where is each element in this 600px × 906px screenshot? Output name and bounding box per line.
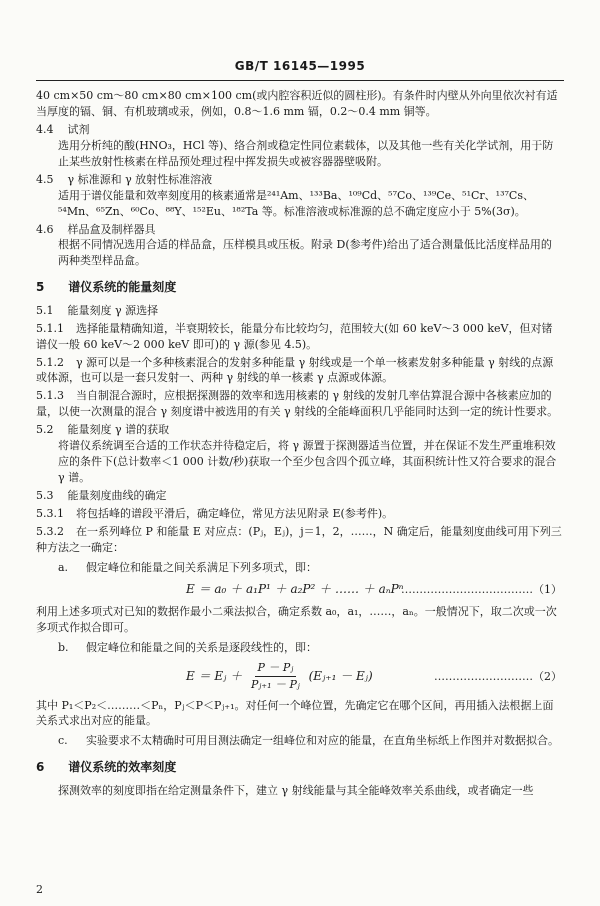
paragraph-continued: 40 cm×50 cm～80 cm×80 cm×100 cm(或内腔容积近似的圆柱形)。有条件时内壁从外向里依次衬有适当厚度的镉、铜、有机玻璃或汞，例如，0.8～1.6 mm 镉，0.2～0.4 mm 铜等。 xyxy=(36,89,558,118)
page-number: 2 xyxy=(36,883,43,896)
section-number: 5.1.3 xyxy=(36,389,64,403)
list-item-b xyxy=(36,640,562,656)
equation-1-formula: E ＝ a₀ ＋ a₁P¹ ＋ a₂P² ＋ …… ＋ aₙPⁿ xyxy=(186,582,404,596)
section-title: 谱仪系统的效率刻度 xyxy=(68,760,177,775)
equation-1 xyxy=(36,580,562,600)
section-5-heading xyxy=(36,279,562,296)
section-title: 能量刻度 γ 源选择 xyxy=(67,303,159,317)
section-number: 5.1 xyxy=(36,303,54,317)
section-5-1-heading xyxy=(36,303,562,319)
section-5-1-2 xyxy=(36,355,562,387)
section-text: 在一系列峰位 P 和能量 E 对应点：(Pⱼ，Eⱼ)，j＝1，2，……，N 确定后，能量刻度曲线可用下列三种方法之一确定： xyxy=(36,524,562,554)
section-title: 能量刻度 γ 谱的获取 xyxy=(67,423,170,437)
section-number: 6 xyxy=(36,760,45,775)
section-number: 5.3.1 xyxy=(36,506,64,520)
paragraph-after-equation-2: 其中 P₁＜P₂＜………＜Pₙ，Pⱼ＜P＜Pⱼ₊₁。对任何一个峰位置，先确定它在哪个区间，再用插入法根据上面关系式求出对应的能量。 xyxy=(36,698,554,728)
section-5-1-3 xyxy=(36,388,562,420)
section-number: 5.2 xyxy=(36,423,54,437)
equation-2-left: E ＝ Eⱼ ＋ xyxy=(186,669,243,684)
section-text: 选择能量精确知道，半衰期较长，能量分布比较均匀，范围较大(如 60 keV～3 000 keV，但对锗谱仪一般 60 keV～2 000 keV 即可)的 γ 源(参见 4.5)。 xyxy=(36,321,553,351)
section-5-2-heading xyxy=(36,422,562,438)
paragraph-after-equation-1: 利用上述多项式对已知的数据作最小二乘法拟合，确定系数 a₀，a₁，……，aₙ。一般情况下，取二次或一次多项式作拟合即可。 xyxy=(36,604,557,634)
standard-header: GB/T 16145—1995 xyxy=(234,59,366,73)
item-text: 假定峰位和能量之间的关系是逐段线性的，即： xyxy=(86,640,317,654)
equation-2-right: (Eⱼ₊₁ － Eⱼ) xyxy=(308,669,373,684)
list-item-c xyxy=(36,733,562,749)
equation-2-number: ………………………（2） xyxy=(434,669,562,683)
section-title: 样品盒及制样器具 xyxy=(67,222,156,236)
equation-2-formula xyxy=(186,660,373,693)
section-title: 能量刻度曲线的确定 xyxy=(67,489,167,503)
section-5-3-1 xyxy=(36,506,562,522)
section-text: 将包括峰的谱段平滑后，确定峰位，常见方法见附录 E(参考件)。 xyxy=(76,506,394,520)
fraction-denominator: Pⱼ₊₁ － Pⱼ xyxy=(250,678,300,692)
section-5-1-1 xyxy=(36,321,562,353)
section-number: 5.1.1 xyxy=(36,321,64,335)
section-title: 试剂 xyxy=(67,122,90,136)
section-4-5-heading xyxy=(36,172,562,188)
section-5-3-2 xyxy=(36,524,562,556)
item-label: a. xyxy=(58,560,69,574)
section-text: γ 源可以是一个多种核素混合的发射多种能量 γ 射线或是一个单一核素发射多种能量 γ 射线的点源或体源，也可以是一套只发射一、两种 γ 射线的单一核素 γ 点源或体源。 xyxy=(36,355,554,385)
item-label: b. xyxy=(58,640,69,654)
fraction-numerator: P － Pⱼ xyxy=(255,660,297,677)
section-4-4-text: 选用分析纯的酸(HNO₃，HCl 等)、络合剂或稳定性同位素载体，以及其他一些有关化学试剂，用于防止某些放射性核素在样品预处理过程中挥发损失或被容器器壁吸附。 xyxy=(58,138,554,168)
equation-1-number: ………………………………（1） xyxy=(401,582,562,596)
section-number: 5.3.2 xyxy=(36,524,64,538)
section-number: 4.4 xyxy=(36,122,54,136)
item-text: 假定峰位和能量之间关系满足下列多项式，即： xyxy=(86,560,317,574)
item-text: 实验要求不太精确时可用目测法确定一组峰位和对应的能量，在直角坐标纸上作图并对数据拟合。 xyxy=(86,734,559,748)
header-rule xyxy=(36,80,564,81)
section-6-text: 探测效率的刻度即指在给定测量条件下，建立 γ 射线能量与其全能峰效率关系曲线，或者确定一些 xyxy=(58,783,534,797)
section-number: 5 xyxy=(36,280,45,295)
section-4-4-heading xyxy=(36,122,562,138)
section-title: 谱仪系统的能量刻度 xyxy=(68,280,177,295)
section-5-3-heading xyxy=(36,488,562,504)
section-4-6-text: 根据不同情况选用合适的样品盒，压样模具或压板。附录 D(参考件)给出了适合测量低比活度样品用的两种类型样品盒。 xyxy=(58,238,552,268)
section-number: 4.6 xyxy=(36,222,54,236)
section-5-2-text: 将谱仪系统调至合适的工作状态并待稳定后，将 γ 源置于探测器适当位置，并在保证不发生严重堆积效应的条件下(总计数率＜1 000 计数/秒)获取一个至少包含四个孤立峰，其面积统计性又符合要求的混合 γ 谱。 xyxy=(58,439,557,485)
item-label: c. xyxy=(58,734,68,748)
main-content xyxy=(36,88,562,801)
list-item-a xyxy=(36,560,562,576)
equation-2-fraction xyxy=(248,660,303,693)
equation-2 xyxy=(36,660,562,694)
section-4-6-heading xyxy=(36,222,562,238)
section-6-heading xyxy=(36,759,562,776)
section-number: 4.5 xyxy=(36,172,54,186)
section-number: 5.1.2 xyxy=(36,355,64,369)
section-text: 当自制混合源时，应根据探测器的效率和选用核素的 γ 射线的发射几率估算混合源中各核素应加的量，以使一次测量的混合 γ 刻度谱中被选用的有关 γ 射线的全能峰面积几乎能同时达到一定的统计性要求。 xyxy=(36,389,559,419)
section-number: 5.3 xyxy=(36,489,54,503)
section-title: γ 标准源和 γ 放射性标准溶液 xyxy=(67,172,213,186)
section-4-5-text: 适用于谱仪能量和效率刻度用的核素通常是²⁴¹Am、¹³³Ba、¹⁰⁹Cd、⁵⁷Co、¹³⁹Ce、⁵¹Cr、¹³⁷Cs、⁵⁴Mn、⁶⁵Zn、⁶⁰Co、⁸⁸Y、¹⁵²Eu、¹⁸²Ta 等。标准溶液或标准源的总不确定度应小于 5%(3σ)。 xyxy=(58,188,534,218)
